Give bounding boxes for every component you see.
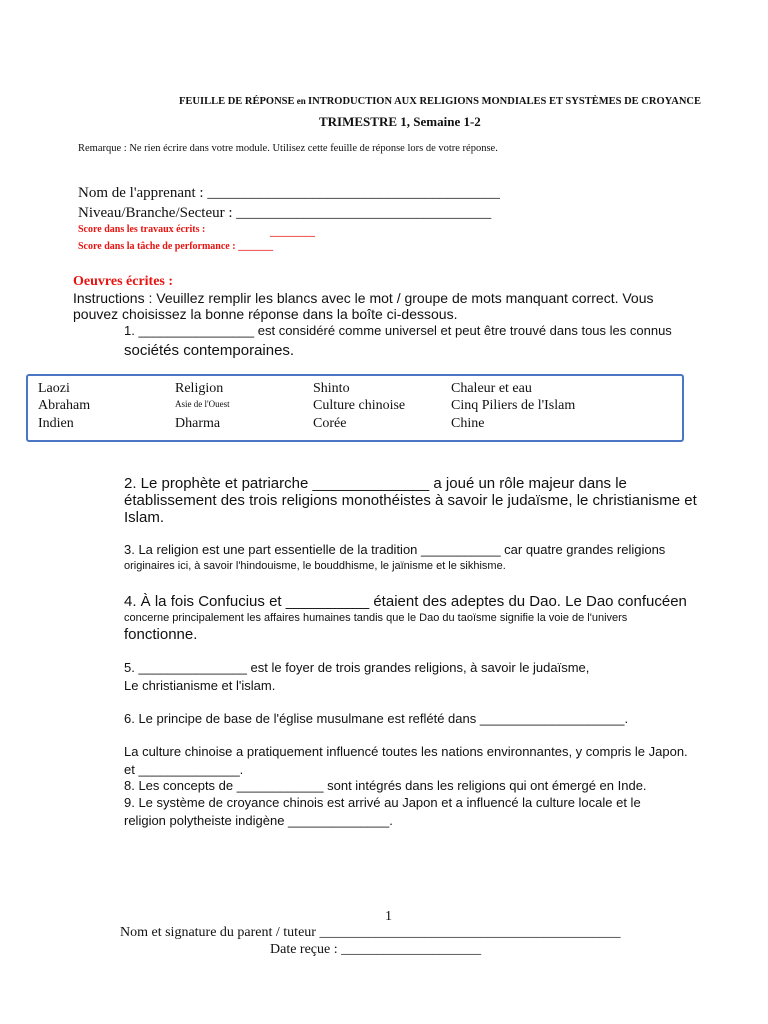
section-title: Oeuvres écrites : — [73, 274, 174, 289]
question-4-line3: fonctionne. — [124, 626, 198, 643]
question-9-line1: 9. Le système de croyance chinois est arrivé au Japon et a influencé la culture locale et le — [124, 795, 641, 810]
score-performance-label: Score dans la tâche de performance : _______ — [78, 241, 274, 252]
level-field: Niveau/Branche/Secteur : __________________________________ — [78, 205, 492, 221]
score-written-blank: _________ — [270, 227, 315, 238]
word-bank-item: Indien — [38, 416, 74, 431]
word-bank-item: Culture chinoise — [313, 398, 406, 413]
score-written-label: Score dans les travaux écrits : — [78, 224, 206, 235]
word-bank-item: Asie de l'Ouest — [175, 399, 230, 409]
question-2-line1: 2. Le prophète et patriarche ______________ a joué un rôle majeur dans le — [124, 475, 627, 492]
question-4-line2: concerne principalement les affaires humaines tandis que le Dao du taoïsme signifie la voie de l'univers — [124, 612, 628, 624]
document-title — [0, 96, 768, 107]
date-received-field: Date reçue : ____________________ — [270, 942, 482, 957]
title-part1: FEUILLE DE RÉPONSE — [179, 96, 295, 107]
word-bank-item: Dharma — [175, 416, 221, 431]
word-bank-item: Shinto — [313, 381, 350, 396]
question-3-line1: 3. La religion est une part essentielle de la tradition ___________ car quatre grandes religions — [124, 542, 666, 557]
word-bank-item: Chine — [451, 416, 485, 431]
page-number: 1 — [385, 909, 392, 924]
word-bank-item: Corée — [313, 416, 347, 431]
word-bank-box — [26, 374, 684, 442]
word-bank-item: Chaleur et eau — [451, 381, 532, 396]
word-bank-item: Cinq Piliers de l'Islam — [451, 398, 576, 413]
word-bank-item: Abraham — [38, 398, 91, 413]
word-bank-item: Religion — [175, 381, 224, 396]
word-bank-item: Laozi — [38, 381, 70, 396]
question-5-line2: Le christianisme et l'islam. — [124, 678, 276, 693]
question-1-line1: 1. ________________ est considéré comme universel et peut être trouvé dans tous les connus — [124, 323, 672, 338]
parent-signature-field: Nom et signature du parent / tuteur ___________________________________________ — [120, 925, 621, 940]
question-1-line2: sociétés contemporaines. — [124, 342, 295, 359]
question-2-line2: établissement des trois religions monothéistes à savoir le judaïsme, le christianisme et — [124, 492, 697, 509]
question-5-line1: 5. _______________ est le foyer de trois grandes religions, à savoir le judaïsme, — [124, 660, 590, 675]
question-7-line2: et ______________. — [124, 762, 244, 777]
title-part2: INTRODUCTION AUX RELIGIONS MONDIALES ET SYSTÈMES DE CROYANCE — [308, 96, 701, 107]
learner-name-field: Nom de l'apprenant : _______________________________________ — [78, 185, 500, 201]
question-2-line3: Islam. — [124, 509, 165, 526]
title-en: en — [294, 96, 309, 106]
question-9-line2: religion polytheiste indigène ______________. — [124, 813, 393, 828]
trimester-label: TRIMESTRE 1, Semaine 1-2 — [319, 114, 481, 129]
question-3-line2: originaires ici, à savoir l'hindouisme, le bouddhisme, le jaïnisme et le sikhisme. — [124, 560, 506, 572]
question-7-line1: La culture chinoise a pratiquement influencé toutes les nations environnantes, y compris le Japon. — [124, 744, 688, 759]
note-text: Remarque : Ne rien écrire dans votre module. Utilisez cette feuille de réponse lors de votre réponse. — [78, 143, 498, 154]
instructions-text: Instructions : Veuillez remplir les blancs avec le mot / groupe de mots manquant correct. Vous pouvez choisissez la bonne réponse dans la boîte ci-dessous. — [73, 290, 654, 322]
question-8: 8. Les concepts de ____________ sont intégrés dans les religions qui ont émergé en Inde. — [124, 778, 647, 793]
question-4-line1: 4. À la fois Confucius et __________ étaient des adeptes du Dao. Le Dao confucéen — [124, 593, 687, 610]
question-6: 6. Le principe de base de l'église musulmane est reflété dans ____________________. — [124, 711, 629, 726]
